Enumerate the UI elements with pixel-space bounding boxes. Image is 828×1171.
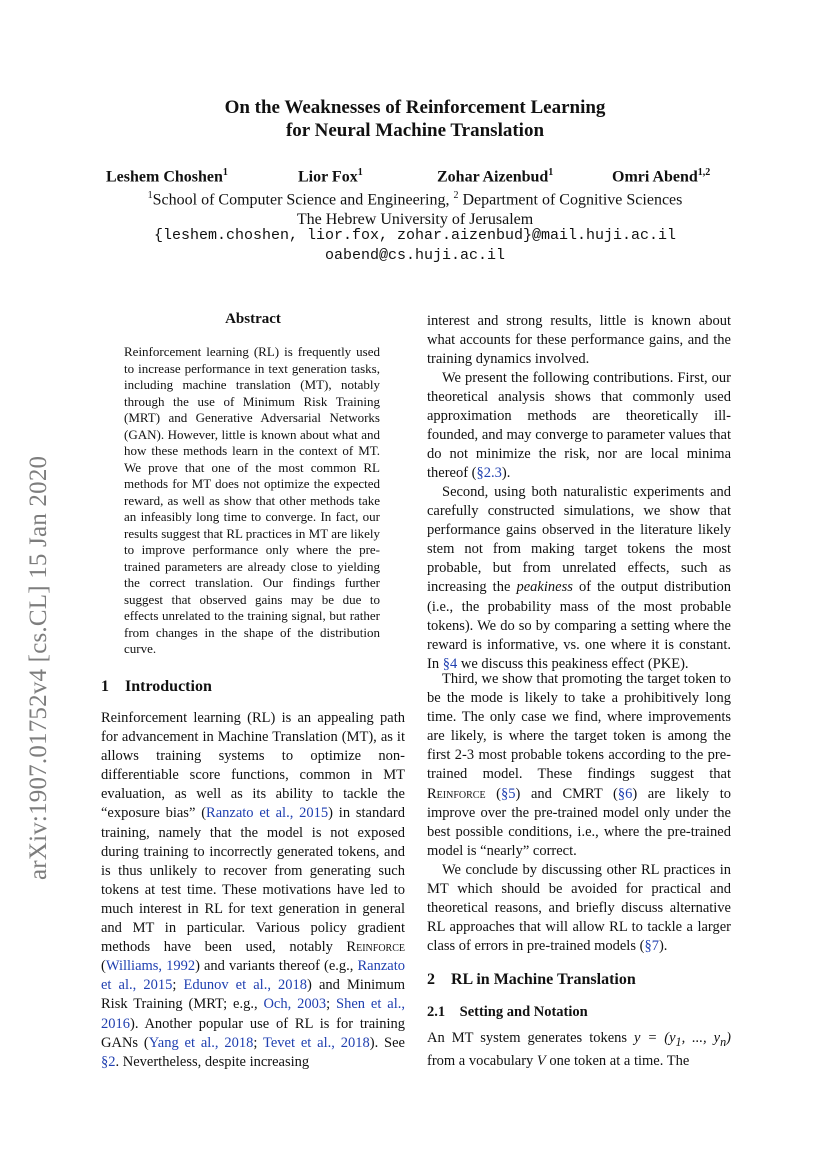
author-1-name: Leshem Choshen xyxy=(106,168,223,186)
affil-1a: School of Computer Science and Engineering, xyxy=(152,191,454,209)
citation-edunov[interactable]: Edunov et al., 2018 xyxy=(183,977,308,994)
math-close: ) xyxy=(726,1030,731,1046)
conclusion-text-a: We conclude by discussing other RL practices in MT which should be avoided for practical and theoretical reasons, and briefly discuss alternative RL approaches that will allow RL to tackle a larger class of errors in pre-trained models ( xyxy=(427,862,731,955)
third-text-a: Third, we show that promoting the target token to be the mode is likely to take a prohibitively long time. The only case we find, where improvements are likely, is where the target token is among the first 2-3 most probable tokens according to the pre-trained model. These findings suggest that xyxy=(427,671,731,783)
peakiness-term: peakiness xyxy=(516,579,573,596)
second-contribution-paragraph xyxy=(427,483,731,674)
conclusion-paragraph xyxy=(427,861,731,956)
arxiv-stamp-text: arXiv:1907.01752v4 [cs.CL] 15 Jan 2020 xyxy=(25,455,52,880)
email-line-1: {leshem.choshen, lior.fox, zohar.aizenbud}@mail.huji.ac.il xyxy=(153,227,677,244)
intro-text-2: ) in standard training, namely that the model is not exposed during training to incorrectly generated tokens, and is thus unlikely to recover from generating such tokens at test time. These motivations have led to much interest in RL for text generation in general and MT in particular. Various policy gradient methods have been used, notably xyxy=(101,805,406,956)
math-dots: , ..., y xyxy=(681,1030,721,1046)
contributions-paragraph xyxy=(427,369,731,484)
author-2-name: Lior Fox xyxy=(298,168,358,186)
math-y-open: y = (y xyxy=(634,1030,676,1046)
math-vocabulary: V xyxy=(536,1052,546,1069)
citation-tevet[interactable]: Tevet et al., 2018 xyxy=(263,1034,370,1051)
author-1 xyxy=(106,167,228,186)
math-sub-1: 1 xyxy=(675,1034,682,1049)
abstract-heading: Abstract xyxy=(225,311,281,327)
intro-text-5: ; xyxy=(172,977,184,994)
third-text-d: ) are likely to improve over the pre-trained model only under the best possible conditions, i.e., where the pre-trained model is “nearly” correct. xyxy=(427,785,731,859)
reinforce-term-2: Reinforce xyxy=(427,785,486,802)
subsection-2-1-number: 2.1 xyxy=(427,1004,446,1020)
author-4-sup: 1,2 xyxy=(697,167,711,178)
section-ref-6[interactable]: §6 xyxy=(617,785,633,802)
citation-ranzato[interactable]: Ranzato et al., 2015 xyxy=(206,805,329,822)
contrib-text-b: ). xyxy=(501,465,511,482)
paper-title xyxy=(100,96,730,142)
subsection-2-1-heading xyxy=(427,1004,588,1021)
affil-1b: Department of Cognitive Sciences xyxy=(458,191,683,209)
intro-text-6: ) and Minimum Risk Training (MRT; e.g., xyxy=(101,977,405,1013)
second-text-a: Second, using both naturalistic experiments and carefully constructed simulations, we show that performance gains observed in the literature likely stem not from making target tokens the most probable, but from unrelated effects, such as increasing the xyxy=(427,484,731,596)
author-emails xyxy=(100,226,730,266)
section-2-title: RL in Machine Translation xyxy=(451,971,636,988)
pke-term: PKE xyxy=(652,655,681,672)
third-text-b: ( xyxy=(485,785,502,802)
contrib-text-a: We present the following contributions. First, our theoretical analysis shows that commonly used approximation methods are theoretically ill-founded, and may converge to parameter values that do not minimize the risk, nor are local minima thereof ( xyxy=(427,370,731,482)
section-2-heading xyxy=(427,971,636,989)
section-1-number: 1 xyxy=(101,678,109,695)
author-4 xyxy=(612,167,710,186)
intro-text-3: ( xyxy=(101,958,106,975)
arxiv-stamp xyxy=(20,370,54,880)
conclusion-text-b: ). xyxy=(658,938,668,955)
second-text-b: of the output distribution (i.e., the probability mass of the most probable tokens). We do so by comparing a setting where the reward is informative, vs. one where it is constant. In xyxy=(427,579,731,672)
notation-text-b: from a vocabulary xyxy=(427,1052,537,1069)
section-ref-5[interactable]: §5 xyxy=(501,785,516,802)
subsection-2-1-title: Setting and Notation xyxy=(459,1004,588,1020)
author-2 xyxy=(298,167,363,186)
intro-text-11: . Nevertheless, despite increasing xyxy=(115,1053,310,1070)
intro-text-9: ; xyxy=(253,1034,264,1051)
notation-paragraph xyxy=(427,1029,731,1071)
intro-text-1: Reinforcement learning (RL) is an appealing path for advancement in Machine Translation (MT), as it allows training systems to optimize non-differentiable score functions, common in MT evaluation, as well as its ability to tackle the “exposure bias” ( xyxy=(101,710,405,822)
citation-williams[interactable]: Williams, 1992 xyxy=(105,958,196,975)
intro-text-7: ; xyxy=(326,996,337,1013)
affiliation-line-1 xyxy=(100,186,730,210)
affiliations xyxy=(100,186,730,230)
affiliation-line-2: The Hebrew University of Jerusalem xyxy=(296,211,534,229)
notation-text-a: An MT system generates tokens xyxy=(427,1030,635,1046)
section-ref-2-3[interactable]: §2.3 xyxy=(476,465,502,482)
author-4-name: Omri Abend xyxy=(612,168,698,186)
author-3 xyxy=(437,167,553,186)
abstract-text: Reinforcement learning (RL) is frequently used to increase performance in text generation tasks, including machine translation (MT), notably through the use of Minimum Risk Training (MRT) and Generative Adversarial Networks (GAN). However, little is known about what and how these methods learn in the context of MT. We prove that one of the most common RL methods for MT does not optimize the expected reward, as well as show that other methods take an infeasibly long time to converge. In fact, our results suggest that RL practices in MT are likely to improve performance only where the pre-trained parameters are already close to yielding the correct translation. Our findings further suggest that observed gains may be due to effects unrelated to the training signal, but rather from changes in the shape of the distribution curve. xyxy=(124,344,380,656)
intro-paragraph xyxy=(101,709,405,1072)
second-text-c: we discuss this peakiness effect ( xyxy=(457,655,653,672)
notation-text-c: one token at a time. The xyxy=(545,1052,690,1069)
affil-sup-1: 1 xyxy=(147,190,153,201)
section-ref-2[interactable]: §2 xyxy=(101,1053,116,1070)
reinforce-term: Reinforce xyxy=(346,939,405,956)
notation-math xyxy=(634,1030,731,1049)
citation-yang[interactable]: Yang et al., 2018 xyxy=(148,1034,254,1051)
intro-text-4: ) and variants thereof (e.g., xyxy=(195,958,358,975)
third-text-c: ) and CMRT ( xyxy=(515,785,618,802)
intro-text-8: ). Another popular use of RL is for training GANs ( xyxy=(101,1015,405,1051)
right-paragraph-1: interest and strong results, little is known about what accounts for these performance gains, and the training dynamics involved. xyxy=(427,313,731,368)
intro-text-10: ). See xyxy=(369,1034,405,1051)
author-1-sup: 1 xyxy=(222,167,228,178)
citation-ranzato-2[interactable]: Ranzato et al., 2015 xyxy=(101,958,405,994)
email-line-2: oabend@cs.huji.ac.il xyxy=(324,247,506,264)
section-ref-4[interactable]: §4 xyxy=(442,655,458,672)
author-3-sup: 1 xyxy=(548,167,554,178)
title-line-2: for Neural Machine Translation xyxy=(285,120,545,141)
second-text-d: ). xyxy=(680,655,689,672)
citation-och[interactable]: Och, 2003 xyxy=(263,996,327,1013)
section-1-title: Introduction xyxy=(125,678,212,695)
author-3-name: Zohar Aizenbud xyxy=(437,168,549,186)
third-contribution-paragraph xyxy=(427,670,731,861)
section-ref-7[interactable]: §7 xyxy=(644,938,659,955)
section-2-number: 2 xyxy=(427,971,435,988)
affil-sup-2: 2 xyxy=(453,190,459,201)
math-sub-n: n xyxy=(720,1034,727,1049)
author-2-sup: 1 xyxy=(357,167,363,178)
citation-shen[interactable]: Shen et al., 2016 xyxy=(101,996,405,1032)
section-1-heading xyxy=(101,678,212,696)
title-line-1: On the Weaknesses of Reinforcement Learning xyxy=(224,97,606,118)
